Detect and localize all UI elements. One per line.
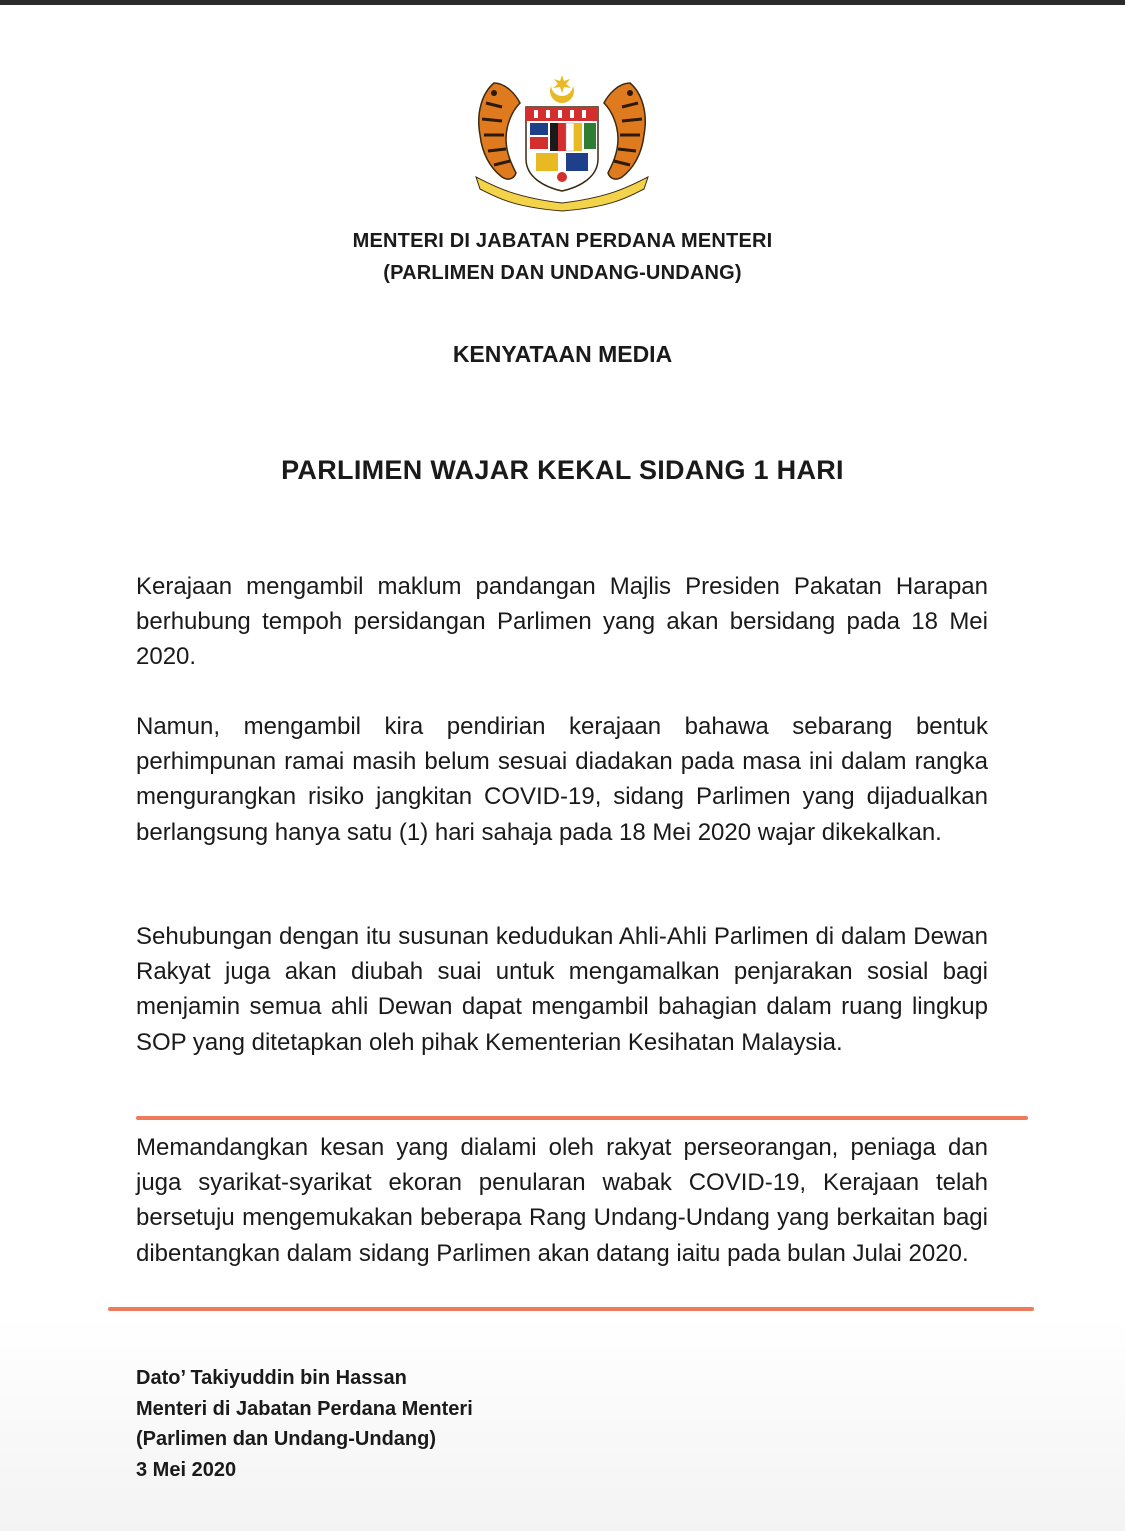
highlight-rule-top xyxy=(136,1116,1028,1120)
paragraph-4: Memandangkan kesan yang dialami oleh rakyat perseorangan, peniaga dan juga syarikat-syarikat ekoran penularan wabak COVID-19, Kerajaan telah bersetuju mengemukakan beberapa Rang Undang-Undang yang berkaitan bagi dibentangkan dalam sidang Parlimen akan datang iaitu pada bulan Julai 2020. xyxy=(136,1134,988,1267)
paragraph-2: Namun, mengambil kira pendirian kerajaan bahawa sebarang bentuk perhimpunan ramai masih belum sesuai diadakan pada masa ini dalam rangka mengurangkan risiko jangkitan COVID-19, sidang Parlimen yang dijadualkan berlangsung hanya satu (1) hari sahaja pada 18 Mei 2020 wajar dikekalkan. xyxy=(136,713,988,846)
document-page xyxy=(0,5,1125,1531)
paragraph-3: Sehubungan dengan itu susunan kedudukan Ahli-Ahli Parlimen di dalam Dewan Rakyat juga akan diubah suai untuk mengamalkan penjarakan sosial bagi menjamin semua ahli Dewan dapat mengambil bahagian dalam ruang lingkup SOP yang ditetapkan oleh pihak Kementerian Kesihatan Malaysia. xyxy=(136,923,988,1056)
statement-date: 3 Mei 2020 xyxy=(136,1458,237,1481)
media-statement-label: KENYATAAN MEDIA xyxy=(452,341,673,367)
signatory-name: Dato’ Takiyuddin bin Hassan xyxy=(136,1367,407,1389)
ministry-title-line1: MENTERI DI JABATAN PERDANA MENTERI xyxy=(352,230,773,252)
paragraph-1: Kerajaan mengambil maklum pandangan Majlis Presiden Pakatan Harapan berhubung tempoh persidangan Parlimen yang akan bersidang pada 18 Mei 2020. xyxy=(136,573,988,671)
headline: PARLIMEN WAJAR KEKAL SIDANG 1 HARI xyxy=(281,455,844,485)
malaysia-coat-of-arms-icon xyxy=(472,73,652,213)
signature-block xyxy=(136,1363,473,1485)
signatory-title-line2: (Parlimen dan Undang-Undang) xyxy=(136,1428,436,1450)
highlight-rule-bottom xyxy=(108,1307,1034,1311)
signatory-title-line1: Menteri di Jabatan Perdana Menteri xyxy=(136,1397,473,1420)
ministry-title-line2: (PARLIMEN DAN UNDANG-UNDANG) xyxy=(383,262,742,284)
